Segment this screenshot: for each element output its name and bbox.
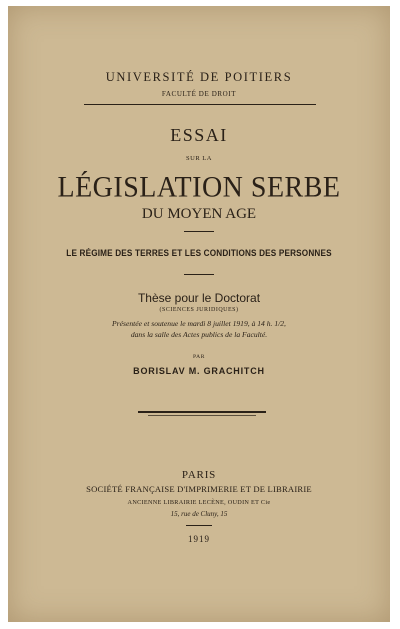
title-sur: SUR LA bbox=[186, 155, 212, 162]
publisher-address: 15, rue de Cluny, 15 bbox=[170, 510, 228, 518]
subtitle: LE RÉGIME DES TERRES ET LES CONDITIONS DES PERSONNES bbox=[66, 248, 332, 259]
thesis-field: (SCIENCES JURIDIQUES) bbox=[159, 307, 239, 313]
page-title: LÉGISLATION SERBE bbox=[57, 171, 341, 204]
header-rule bbox=[84, 104, 316, 105]
title-rule bbox=[184, 231, 214, 232]
ornament-rule-thin bbox=[148, 415, 256, 416]
presentation-line-1: Présentée et soutenue le mardi 8 juillet 1919, à 14 h. 1/2, bbox=[112, 319, 286, 328]
city: PARIS bbox=[181, 469, 217, 481]
title-subheading: DU MOYEN AGE bbox=[141, 206, 257, 222]
title-essai: ESSAI bbox=[170, 125, 228, 145]
publisher-former: ANCIENNE LIBRAIRIE LECÈNE, OUDIN ET Cie bbox=[127, 499, 271, 506]
subtitle-rule bbox=[184, 274, 214, 275]
thesis-label: Thèse pour le Doctorat bbox=[137, 291, 261, 305]
publication-year: 1919 bbox=[188, 534, 210, 544]
address-rule bbox=[186, 525, 212, 526]
faculty-name: FACULTÉ DE DROIT bbox=[161, 90, 237, 98]
author-name: BORISLAV M. GRACHITCH bbox=[133, 366, 265, 376]
book-cover bbox=[8, 6, 390, 622]
presentation-line-2: dans la salle des Actes publics de la Faculté. bbox=[130, 330, 268, 339]
by-label: PAR bbox=[193, 354, 205, 360]
university-name: UNIVERSITÉ DE POITIERS bbox=[105, 70, 293, 84]
publisher-name: SOCIÉTÉ FRANÇAISE D'IMPRIMERIE ET DE LIBRAIRIE bbox=[86, 484, 312, 494]
ornament-rule bbox=[138, 411, 266, 413]
